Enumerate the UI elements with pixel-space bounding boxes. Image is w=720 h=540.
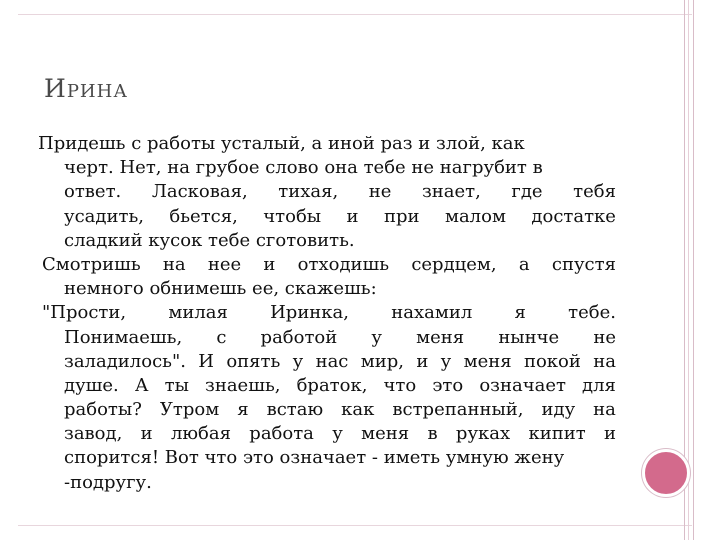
word: в (427, 423, 438, 445)
word: знаешь, (205, 374, 281, 396)
word: Смотришь (42, 253, 141, 275)
word: Понимаешь, (64, 326, 183, 348)
text-line: спорится! Вот что это означает - иметь умную жену (64, 447, 565, 469)
text-line: черт. Нет, на грубое слово она тебе не нагрубит в (64, 157, 543, 179)
word: сердцем, (411, 253, 497, 275)
word: у (440, 350, 452, 372)
word: на (593, 350, 616, 372)
word: "Прости, (42, 302, 127, 324)
word: кипит (528, 423, 586, 445)
word: Ласковая, (151, 181, 248, 203)
word: милая (168, 302, 228, 324)
word: и (416, 350, 429, 372)
text-line: Придешь с работы усталый, а иной раз и злой, как (38, 133, 525, 154)
text-line: сладкий кусок тебе сготовить. (64, 229, 355, 251)
word: заладилось". (64, 350, 186, 372)
word: у (332, 423, 343, 445)
word: спустя (551, 253, 616, 275)
word: нас (315, 350, 349, 372)
word: встрепанный, (392, 399, 524, 421)
word: и (140, 423, 153, 445)
word: душе. (64, 374, 119, 396)
word: на (162, 253, 186, 275)
word: работы? (64, 399, 142, 421)
word: достатке (531, 205, 616, 227)
word: нее (207, 253, 242, 275)
word: меня (416, 326, 465, 348)
word: меня (361, 423, 410, 445)
word: ответ. (64, 181, 122, 203)
word: у (292, 350, 304, 372)
word: я (237, 399, 249, 421)
word: малом (444, 205, 506, 227)
word: покой (523, 350, 581, 372)
word: чтобы (263, 205, 322, 227)
text-line (38, 398, 616, 422)
word: А (134, 374, 149, 396)
text-line: -подругу. (64, 471, 152, 493)
word: меня (463, 350, 512, 372)
title-rest: РИНА (66, 81, 128, 102)
word: и (604, 423, 616, 445)
word: отходишь (297, 253, 390, 275)
slide-body (38, 132, 616, 495)
word: опять (226, 350, 281, 372)
word: означает (479, 374, 566, 396)
word: усадить, (64, 205, 144, 227)
word: И (198, 350, 214, 372)
word: любая (170, 423, 231, 445)
word: как (341, 399, 375, 421)
word: при (383, 205, 420, 227)
text-line (38, 253, 616, 277)
slide-title (44, 74, 128, 103)
word: Утром (159, 399, 220, 421)
word: завод, (64, 423, 123, 445)
text-line (38, 350, 616, 374)
text-line (38, 301, 616, 325)
word: мир, (360, 350, 404, 372)
word: что (383, 374, 417, 396)
word: бьется, (169, 205, 238, 227)
word: тихая, (278, 181, 339, 203)
word: не (368, 181, 392, 203)
text-line (38, 180, 616, 204)
word: тебе. (568, 302, 616, 324)
word: браток, (296, 374, 368, 396)
word: и (263, 253, 276, 275)
text-line (38, 326, 616, 350)
word: где (511, 181, 543, 203)
text-line: немного обнимешь ее, скажешь: (64, 278, 377, 300)
word: у (371, 326, 383, 348)
word: на (593, 399, 616, 421)
word: иду (541, 399, 576, 421)
word: и (346, 205, 359, 227)
word: а (518, 253, 530, 275)
title-first-letter: И (44, 74, 67, 103)
decorative-circle (642, 449, 690, 497)
text-line (38, 422, 616, 446)
text-line (38, 374, 616, 398)
text-line (38, 205, 616, 229)
word: тебя (573, 181, 616, 203)
word: я (514, 302, 526, 324)
word: работа (249, 423, 314, 445)
word: работой (260, 326, 338, 348)
word: Иринка, (270, 302, 350, 324)
word: не (593, 326, 616, 348)
word: встаю (266, 399, 324, 421)
word: с (216, 326, 227, 348)
word: это (432, 374, 464, 396)
word: знает, (421, 181, 481, 203)
word: для (582, 374, 616, 396)
word: нахамил (391, 302, 473, 324)
word: ты (164, 374, 189, 396)
word: руках (455, 423, 511, 445)
word: нынче (498, 326, 560, 348)
